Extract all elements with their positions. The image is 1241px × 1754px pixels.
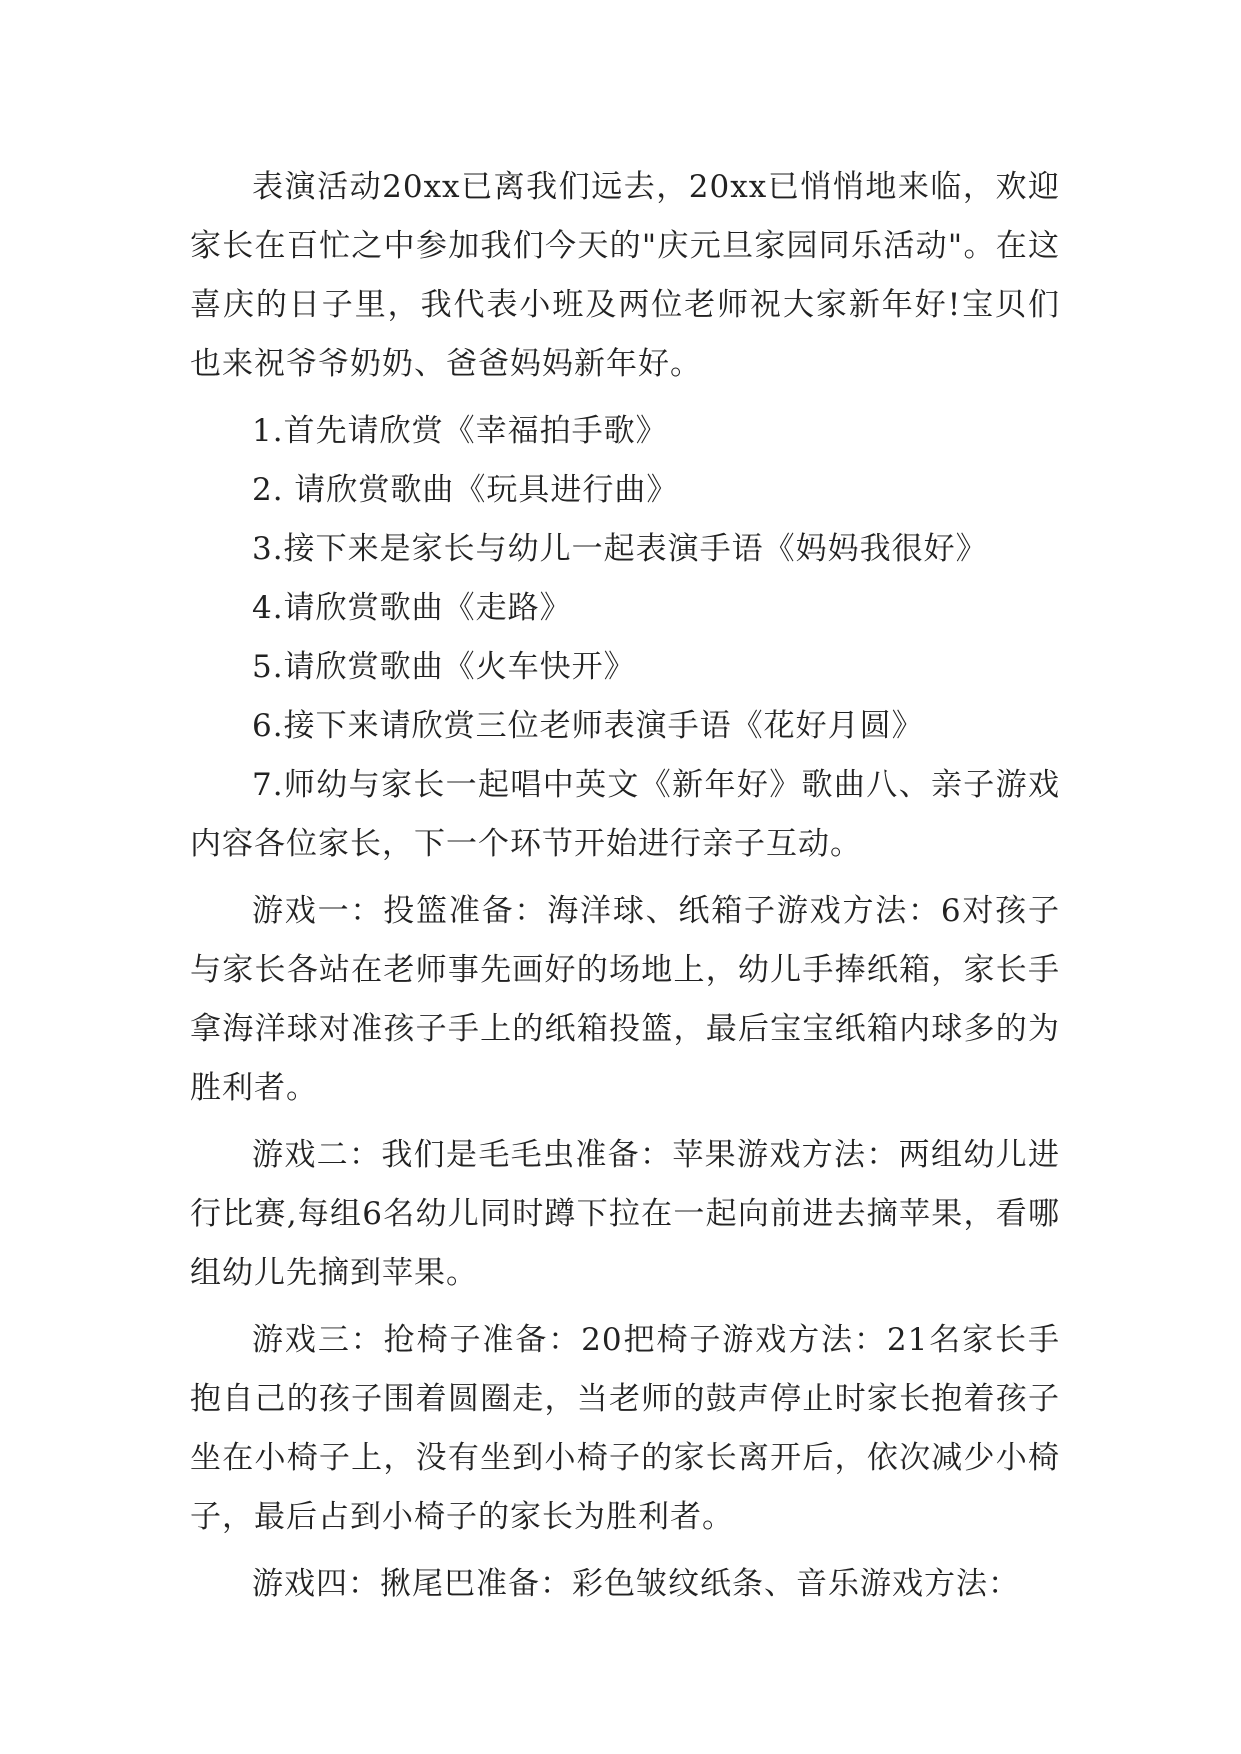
- program-item-3: 3.接下来是家长与幼儿一起表演手语《妈妈我很好》: [252, 531, 988, 567]
- program-item-5: 5.请欣赏歌曲《火车快开》: [252, 649, 636, 685]
- game-3-paragraph: 游戏三：抢椅子准备：20把椅子游戏方法：21名家长手抱自己的孩子围着圆圈走，当老师的鼓声停止时家长抱着孩子坐在小椅子上，没有坐到小椅子的家长离开后，依次减少小椅子，最后占到小椅子的家长为胜利者。: [190, 1322, 1060, 1535]
- program-item-6: 6.接下来请欣赏三位老师表演手语《花好月圆》: [252, 708, 924, 744]
- program-item-1: 1.首先请欣赏《幸福拍手歌》: [252, 413, 668, 449]
- game-4-paragraph: 游戏四：揪尾巴准备：彩色皱纹纸条、音乐游戏方法：: [252, 1566, 1020, 1602]
- program-item-7: 7.师幼与家长一起唱中英文《新年好》歌曲八、亲子游戏内容各位家长，下一个环节开始进行亲子互动。: [190, 767, 1060, 862]
- program-item-2: 2. 请欣赏歌曲《玩具进行曲》: [252, 472, 679, 508]
- document-body: [190, 158, 1060, 1622]
- program-item-4: 4.请欣赏歌曲《走路》: [252, 590, 572, 626]
- game-2-paragraph: 游戏二：我们是毛毛虫准备：苹果游戏方法：两组幼儿进行比赛,每组6名幼儿同时蹲下拉在一起向前进去摘苹果，看哪组幼儿先摘到苹果。: [190, 1137, 1060, 1291]
- game-1-paragraph: 游戏一：投篮准备：海洋球、纸箱子游戏方法：6对孩子与家长各站在老师事先画好的场地上，幼儿手捧纸箱，家长手拿海洋球对准孩子手上的纸箱投篮，最后宝宝纸箱内球多的为胜利者。: [190, 893, 1060, 1106]
- intro-paragraph: 表演活动20xx已离我们远去，20xx已悄悄地来临，欢迎家长在百忙之中参加我们今天的"庆元旦家园同乐活动"。在这喜庆的日子里，我代表小班及两位老师祝大家新年好!宝贝们也来祝爷爷奶奶、爸爸妈妈新年好。: [190, 169, 1060, 382]
